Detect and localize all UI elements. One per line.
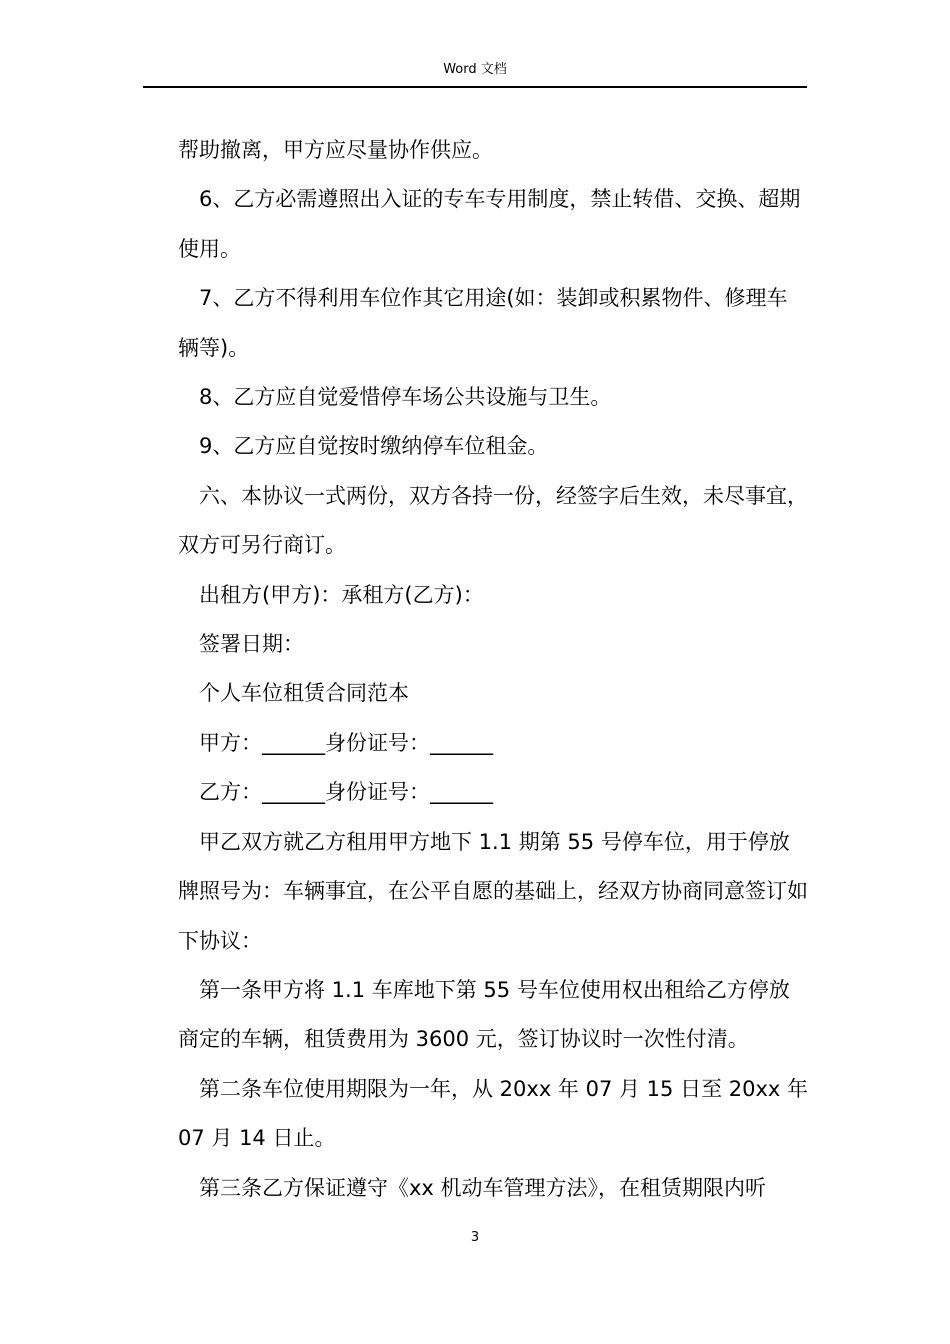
paragraph: 签署日期： (199, 632, 304, 657)
paragraph: 第二条车位使用期限为一年，从 20xx 年 07 月 15 日至 20xx 年 07 月 14 日止。 (178, 1076, 815, 1151)
page-number: 3 (470, 1230, 480, 1245)
paragraph: 甲乙双方就乙方租用甲方地下 1.1 期第 55 号停车位，用于停放牌照号为：车辆事宜，在公平自愿的基础上，经双方协商同意签订如下协议： (178, 829, 808, 953)
paragraph: 乙方：______身份证号：______ (199, 780, 493, 805)
paragraph: 8、乙方应自觉爱惜停车场公共设施与卫生。 (199, 385, 612, 410)
paragraph: 9、乙方应自觉按时缴纳停车位租金。 (199, 434, 549, 459)
paragraph: 出租方(甲方)：承租方(乙方)： (199, 582, 484, 607)
paragraph: 7、乙方不得利用车位作其它用途(如：装卸或积累物件、修理车辆等)。 (178, 286, 788, 360)
page-header: Word 文档 (443, 62, 507, 77)
header-divider (143, 86, 807, 88)
paragraph: 第一条甲方将 1.1 车库地下第 55 号车位使用权出租给乙方停放商定的车辆，租赁费用为 3600 元，签订协议时一次性付清。 (178, 977, 790, 1052)
paragraph: 帮助撤离，甲方应尽量协作供应。 (178, 138, 493, 162)
document-body (178, 126, 815, 1213)
paragraph: 甲方：______身份证号：______ (199, 730, 493, 755)
paragraph: 个人车位租赁合同范本 (199, 681, 409, 706)
paragraph: 6、乙方必需遵照出入证的专车专用制度，禁止转借、交换、超期使用。 (178, 187, 801, 261)
paragraph: 第三条乙方保证遵守《xx 机动车管理方法》，在租赁期限内听 (199, 1175, 767, 1200)
paragraph: 六、本协议一式两份，双方各持一份，经签字后生效，未尽事宜，双方可另行商订。 (178, 483, 808, 558)
